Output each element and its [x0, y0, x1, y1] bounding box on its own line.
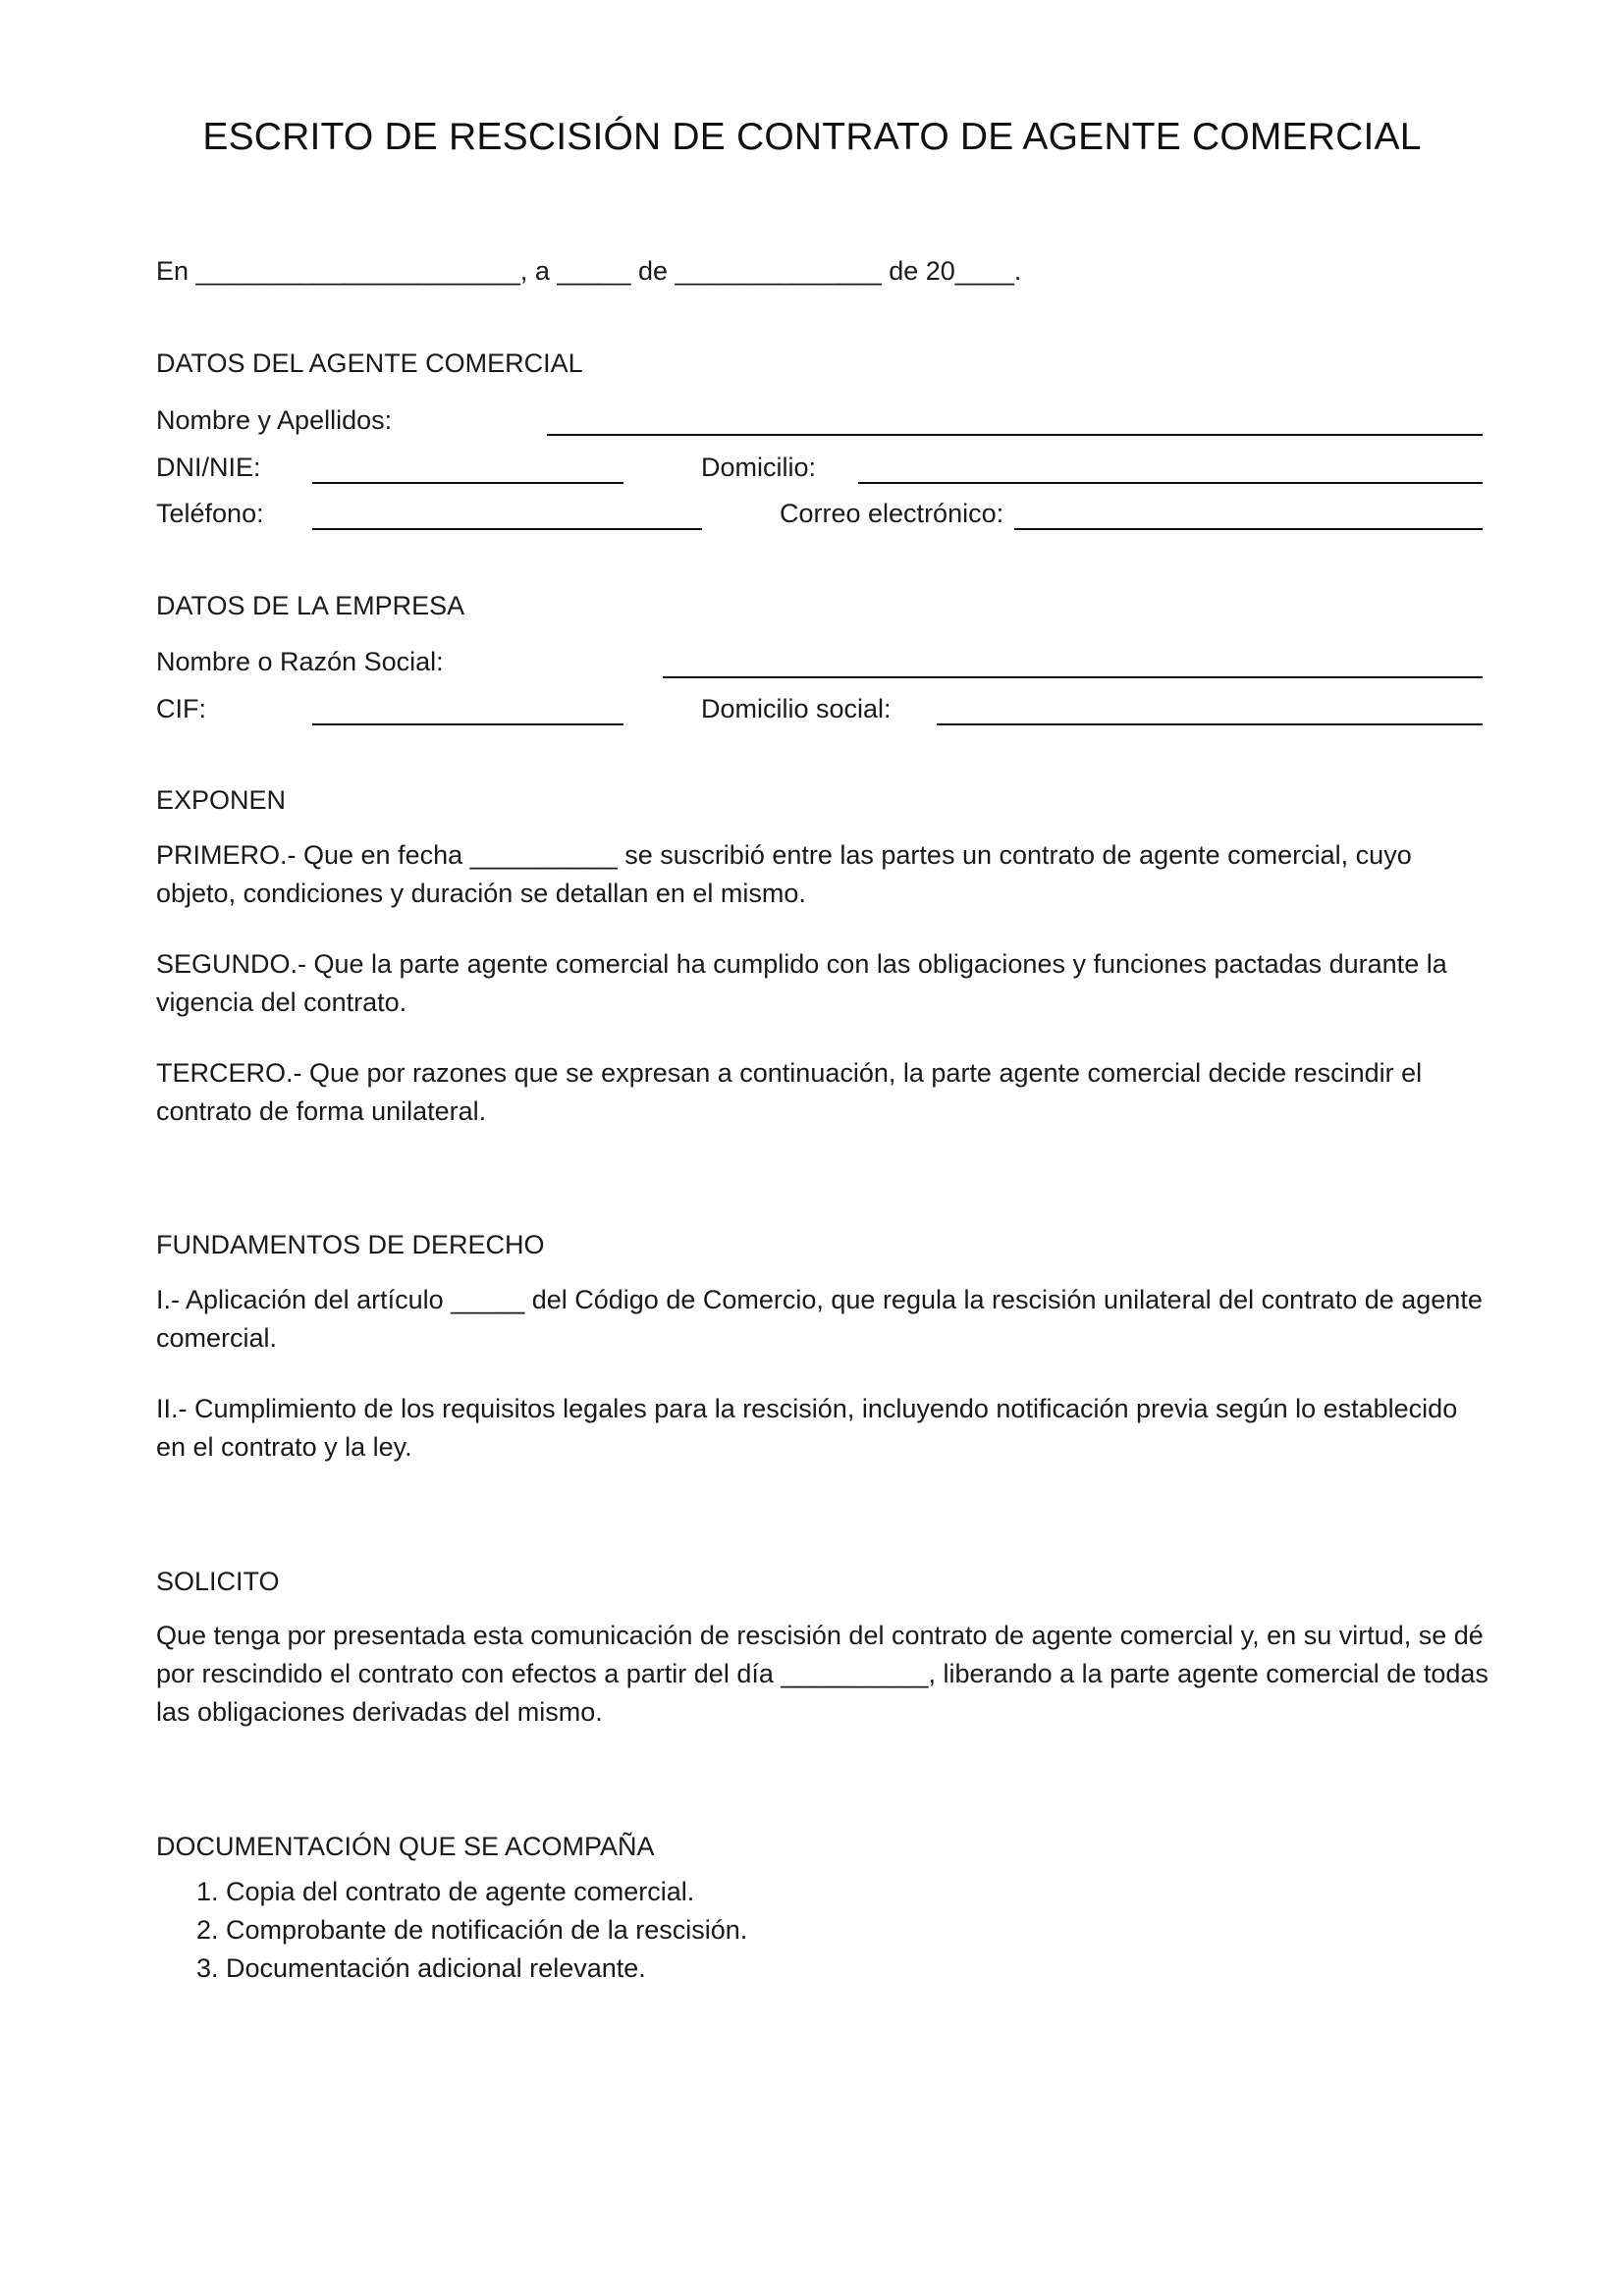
- documentacion-list: [156, 1873, 747, 1988]
- company-section-heading: DATOS DE LA EMPRESA: [156, 591, 465, 620]
- agent-dni-field[interactable]: [312, 482, 623, 484]
- agent-section-heading: DATOS DEL AGENTE COMERCIAL: [156, 348, 583, 378]
- company-domicilio-label: Domicilio social:: [701, 694, 892, 723]
- fundamentos-ii: II.- Cumplimiento de los requisitos legales para la rescisión, incluyendo notificación previa según lo establecido en el contrato y la ley.: [156, 1394, 1458, 1462]
- agent-dni-label: DNI/NIE:: [156, 453, 261, 482]
- solicito-heading: SOLICITO: [156, 1567, 280, 1596]
- list-item: 3. Documentación adicional relevante.: [226, 1949, 747, 1988]
- company-domicilio-field[interactable]: [937, 723, 1483, 725]
- agent-name-label: Nombre y Apellidos:: [156, 405, 393, 435]
- agent-domicilio-field[interactable]: [858, 482, 1483, 484]
- agent-telefono-label: Teléfono:: [156, 499, 264, 528]
- documentacion-heading: DOCUMENTACIÓN QUE SE ACOMPAÑA: [156, 1832, 655, 1861]
- company-name-field[interactable]: [663, 676, 1483, 678]
- fundamentos-heading: FUNDAMENTOS DE DERECHO: [156, 1230, 545, 1259]
- agent-email-label: Correo electrónico:: [780, 499, 1004, 528]
- exponen-primero: PRIMERO.- Que en fecha __________ se suscribió entre las partes un contrato de agente comercial, cuyo objeto, condiciones y duración se detallan en el mismo.: [156, 840, 1412, 908]
- document-title: ESCRITO DE RESCISIÓN DE CONTRATO DE AGENTE COMERCIAL: [202, 116, 1422, 158]
- exponen-heading: EXPONEN: [156, 785, 287, 815]
- place-date-line: En ______________________, a _____ de ______________ de 20____.: [156, 256, 1022, 286]
- solicito-text: Que tenga por presentada esta comunicación de rescisión del contrato de agente comercial y, en su virtud, se dé por rescindido el contrato con efectos a partir del día __________, liberando a la parte agente comercial de todas las obligaciones derivadas del mismo.: [156, 1621, 1489, 1727]
- company-cif-label: CIF:: [156, 694, 206, 723]
- agent-telefono-field[interactable]: [312, 528, 702, 530]
- agent-name-field[interactable]: [547, 434, 1483, 436]
- agent-domicilio-label: Domicilio:: [701, 453, 817, 482]
- company-name-label: Nombre o Razón Social:: [156, 647, 444, 676]
- exponen-tercero: TERCERO.- Que por razones que se expresan a continuación, la parte agente comercial decide rescindir el contrato de forma unilateral.: [156, 1058, 1423, 1126]
- list-item: 1. Copia del contrato de agente comercial.: [226, 1873, 747, 1911]
- list-item: 2. Comprobante de notificación de la rescisión.: [226, 1911, 747, 1949]
- exponen-segundo: SEGUNDO.- Que la parte agente comercial ha cumplido con las obligaciones y funciones pactadas durante la vigencia del contrato.: [156, 949, 1447, 1017]
- agent-email-field[interactable]: [1014, 528, 1483, 530]
- company-cif-field[interactable]: [312, 723, 623, 725]
- fundamentos-i: I.- Aplicación del artículo _____ del Código de Comercio, que regula la rescisión unilateral del contrato de agente comercial.: [156, 1285, 1483, 1353]
